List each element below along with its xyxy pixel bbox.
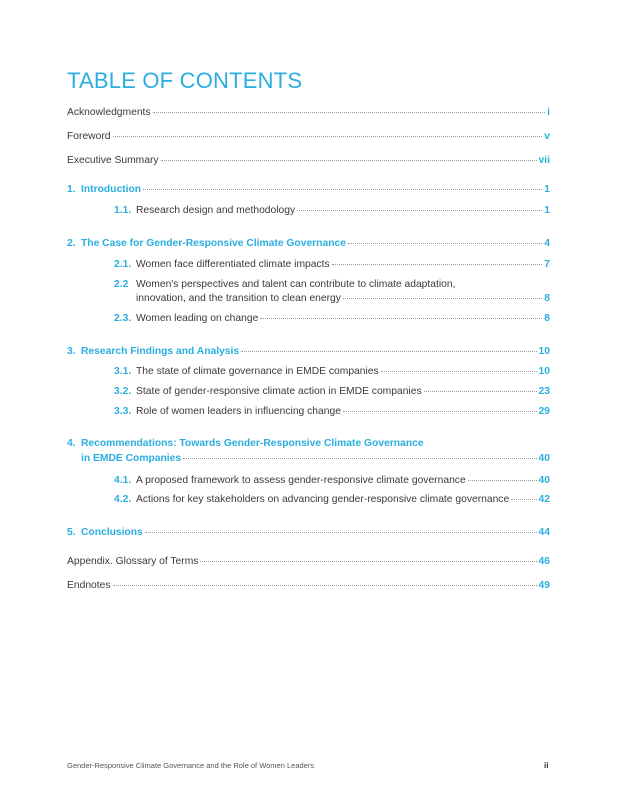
subsection-number: 2.3. [114, 313, 132, 324]
toc-subsection-2-2-line2[interactable] [136, 293, 550, 304]
toc-section-recommendations-line2[interactable] [81, 453, 550, 464]
toc-subsection-2-1[interactable] [114, 259, 550, 270]
dot-leader [260, 318, 542, 319]
toc-page-number: 1 [544, 184, 550, 195]
toc-subsection-2-3[interactable] [114, 313, 550, 324]
toc-page-number: i [547, 107, 550, 118]
section-number: 2. [67, 238, 76, 249]
subsection-label: Actions for key stakeholders on advancing gender-responsive climate governance [136, 494, 510, 505]
section-label: Introduction [81, 184, 142, 195]
subsection-label: Women's perspectives and talent can contribute to climate adaptation, [136, 279, 456, 290]
dot-leader [332, 264, 543, 265]
toc-entry-label: Endnotes [67, 580, 111, 591]
dot-leader [153, 112, 546, 113]
dot-leader [343, 298, 542, 299]
footer-page-number: ii [544, 761, 549, 770]
dot-leader [145, 532, 537, 533]
toc-section-research-findings[interactable] [67, 346, 550, 357]
subsection-label: Research design and methodology [136, 205, 296, 216]
subsection-number: 3.1. [114, 366, 132, 377]
toc-page-number: 40 [538, 475, 550, 486]
toc-page-number: 46 [538, 556, 550, 567]
toc-page-number: 8 [544, 293, 550, 304]
toc-page-number: 8 [544, 313, 550, 324]
dot-leader [200, 561, 536, 562]
toc-subsection-1-1[interactable] [114, 205, 550, 216]
subsection-label: Role of women leaders in influencing change [136, 406, 341, 417]
subsection-number: 3.2. [114, 386, 132, 397]
toc-entry-label: Foreword [67, 131, 111, 142]
subsection-number: 2.2 [114, 279, 129, 290]
toc-page-number: 23 [538, 386, 550, 397]
section-label: The Case for Gender-Responsive Climate Governance [81, 238, 346, 249]
section-number: 5. [67, 527, 76, 538]
subsection-label-cont: innovation, and the transition to clean energy [136, 293, 341, 304]
dot-leader [143, 189, 542, 190]
subsection-label: The state of climate governance in EMDE companies [136, 366, 379, 377]
toc-section-conclusions[interactable] [67, 527, 550, 538]
toc-page-number: vii [538, 155, 550, 166]
subsection-label: Women face differentiated climate impacts [136, 259, 330, 270]
dot-leader [183, 458, 536, 459]
toc-page-number: 1 [544, 205, 550, 216]
toc-entry-endnotes[interactable] [67, 580, 550, 591]
toc-page-number: 44 [538, 527, 550, 538]
dot-leader [113, 136, 543, 137]
section-label: Recommendations: Towards Gender-Responsive Climate Governance [81, 438, 424, 449]
section-number: 4. [67, 438, 76, 449]
toc-page-number: 10 [538, 346, 550, 357]
toc-subsection-4-2[interactable] [114, 494, 550, 505]
toc-page-number: 4 [544, 238, 550, 249]
toc-entry-foreword[interactable] [67, 131, 550, 142]
toc-subsection-4-1[interactable] [114, 475, 550, 486]
toc-subsection-3-2[interactable] [114, 386, 550, 397]
subsection-label: State of gender-responsive climate action in EMDE companies [136, 386, 422, 397]
section-label-cont: in EMDE Companies [81, 453, 182, 464]
subsection-number: 4.1. [114, 475, 132, 486]
toc-section-introduction[interactable] [67, 184, 550, 195]
section-label: Conclusions [81, 527, 143, 538]
footer-title: Gender-Responsive Climate Governance and the Role of Women Leaders [67, 761, 315, 770]
dot-leader [381, 371, 537, 372]
toc-section-recommendations-line1[interactable] [67, 438, 550, 449]
toc-page-number: 7 [544, 259, 550, 270]
subsection-label: Women leading on change [136, 313, 259, 324]
dot-leader [343, 411, 537, 412]
dot-leader [468, 480, 537, 481]
subsection-number: 3.3. [114, 406, 132, 417]
section-number: 3. [67, 346, 76, 357]
subsection-number: 2.1. [114, 259, 132, 270]
toc-page-number: 29 [538, 406, 550, 417]
subsection-label: A proposed framework to assess gender-responsive climate governance [136, 475, 466, 486]
toc-page-number: v [544, 131, 550, 142]
subsection-number: 1.1. [114, 205, 132, 216]
dot-leader [424, 391, 537, 392]
dot-leader [113, 585, 537, 586]
section-number: 1. [67, 184, 76, 195]
subsection-number: 4.2. [114, 494, 132, 505]
page-title: TABLE OF CONTENTS [67, 68, 303, 93]
toc-section-case-for-gender-responsive[interactable] [67, 238, 550, 249]
toc-entry-acknowledgments[interactable] [67, 107, 550, 118]
dot-leader [348, 243, 542, 244]
toc-entry-label: Acknowledgments [67, 107, 151, 118]
toc-entry-label: Executive Summary [67, 155, 159, 166]
toc-entry-appendix[interactable] [67, 556, 550, 567]
section-label: Research Findings and Analysis [81, 346, 240, 357]
dot-leader [297, 210, 542, 211]
toc-page-number: 40 [538, 453, 550, 464]
dot-leader [161, 160, 537, 161]
toc-page-number: 10 [538, 366, 550, 377]
dot-leader [241, 351, 536, 352]
toc-subsection-3-1[interactable] [114, 366, 550, 377]
toc-entry-executive-summary[interactable] [67, 155, 550, 166]
toc-subsection-3-3[interactable] [114, 406, 550, 417]
toc-subsection-2-2-line1[interactable] [114, 279, 550, 290]
toc-page-number: 49 [538, 580, 550, 591]
toc-page-number: 42 [538, 494, 550, 505]
toc-entry-label: Appendix. Glossary of Terms [67, 556, 199, 567]
dot-leader [511, 499, 536, 500]
